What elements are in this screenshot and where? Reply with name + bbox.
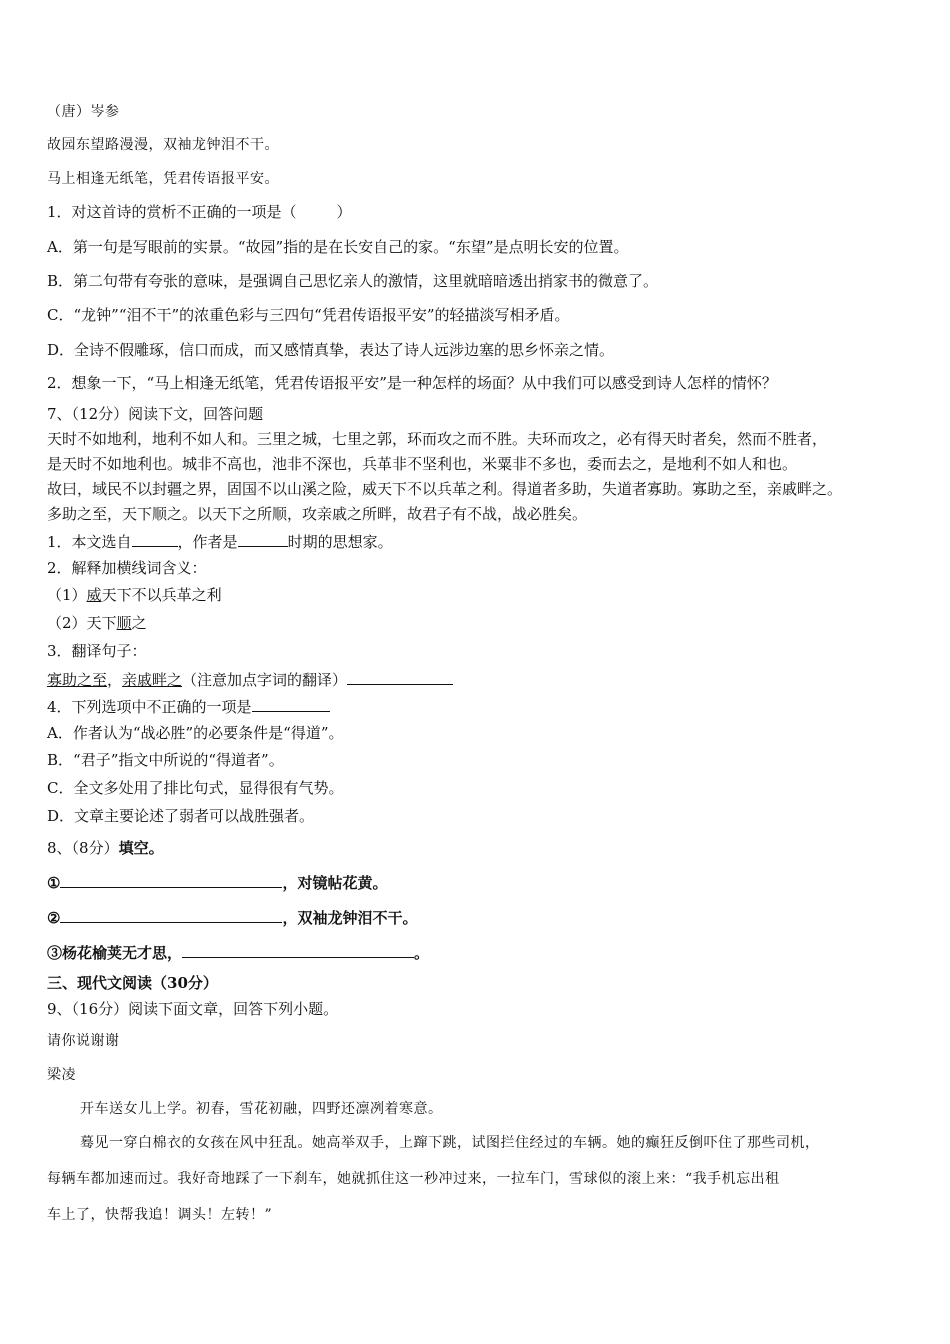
q7-sub3-phrase-1: 寡助之至 [47,671,108,689]
article-paragraph-2-line-3: 车上了，快帮我追！调头！左转！” [47,1207,273,1223]
q7-option-a: A．作者认为“战必胜”的必要条件是“得道”。 [47,724,344,742]
q7-sub1-text-c: 时期的思想家。 [287,533,393,551]
q7-sub3-comma: ， [107,671,123,689]
q7-sub4 [47,695,330,717]
poem-line-1: 故园东望路漫漫，双袖龙钟泪不干。 [47,137,279,153]
q7-passage-line-2: 是天时不如地利也。城非不高也，池非不深也，兵革非不坚利也，米粟非不多也，委而去之，是地利不如人和也。 [47,455,798,473]
q7-sub3: 3．翻译句子： [47,642,147,660]
q8-item-1-text: ，对镜帖花黄。 [282,874,388,892]
q6-option-b: B．第二句带有夸张的意味，是强调自己思忆亲人的激情，这里就暗暗透出捎家书的微意了。 [47,272,659,290]
q7-sub2: 2．解释加横线词含义： [47,559,207,577]
q7-sub3-sentence [47,668,453,690]
q7-sub1-blank-era[interactable] [238,530,288,547]
article-paragraph-2-line-2: 每辆车都加速而过。我好奇地踩了一下刹车，她就抓住这一秒冲过来，一拉车门，雪球似的滚上来：“我手机忘出租 [47,1171,780,1187]
q8-item-3-blank[interactable] [182,941,414,958]
article-paragraph-1: 开车送女儿上学。初春，雪花初融，四野还凛冽着寒意。 [80,1101,443,1117]
q7-sub3-note: （注意加点字词的翻译） [182,671,348,689]
q6-sub1-stem-bracket: ） [336,203,352,221]
q6-sub2: 2．想象一下，“马上相逢无纸笔，凭君传语报平安”是一种怎样的场面？从中我们可以感受到诗人怎样的情怀？ [47,374,777,392]
q7-passage-line-3: 故曰，域民不以封疆之界，固国不以山溪之险，威天下不以兵革之利。得道者多助，失道者寡助。寡助之至，亲戚畔之。 [47,480,843,498]
q8-item-1-blank[interactable] [60,871,282,888]
q7-option-d: D．文章主要论述了弱者可以战胜强者。 [47,807,315,825]
q7-sub2-item-2-word: 顺 [116,614,132,632]
q7-sub2-item-2-rest: 之 [131,614,147,632]
q8-header-title: 填空。 [118,839,164,857]
section-3-title: 三、现代文阅读（30分） [47,974,218,992]
q8-item-1-mark: ① [47,874,61,892]
q7-sub2-item-1 [47,585,222,605]
q7-sub2-item-1-word: 威 [86,586,102,604]
q8-item-2-mark: ② [47,909,61,927]
q9-header: 9、（16分）阅读下面文章，回答下列小题。 [47,1000,339,1018]
q8-header-score: 8、（8分） [47,839,119,857]
q7-sub2-item-2-num: （2）天下 [47,614,117,632]
q7-sub1 [47,530,393,552]
q8-item-3 [47,941,429,963]
q7-sub1-text-a: 1．本文选自 [47,533,132,551]
q6-option-c: C．“龙钟”“泪不干”的浓重色彩与三四句“凭君传语报平安”的轻描淡写相矛盾。 [47,306,570,324]
q6-sub1-stem [47,202,352,222]
article-paragraph-2-line-1: 蓦见一穿白棉衣的女孩在风中狂乱。她高举双手，上蹿下跳，试图拦住经过的车辆。她的癫狂反倒吓住了那些司机， [80,1135,820,1151]
q8-item-3-text: ③杨花榆荚无才思， [47,944,183,962]
q7-option-b: B．“君子”指文中所说的“得道者”。 [47,751,284,769]
q7-sub2-item-1-num: （1） [47,586,87,604]
q7-sub3-answer-blank[interactable] [347,668,453,685]
q6-option-a: A．第一句是写眼前的实景。“故园”指的是在长安自己的家。“东望”是点明长安的位置。 [47,238,629,256]
q6-option-d: D．全诗不假雕琢，信口而成，而又感情真挚，表达了诗人远涉边塞的思乡怀亲之情。 [47,341,615,359]
q7-sub1-text-b: ，作者是 [177,533,238,551]
q7-sub3-phrase-2: 亲戚畔之 [122,671,183,689]
article-author: 梁凌 [47,1067,76,1083]
q7-sub4-text: 4．下列选项中不正确的一项是 [47,698,252,716]
q7-header: 7、（12分）阅读下文，回答问题 [47,405,264,423]
article-title: 请你说谢谢 [47,1033,120,1049]
q7-sub2-item-1-rest: 天下不以兵革之利 [101,586,222,604]
q8-item-2 [47,906,417,928]
q8-header [47,838,164,858]
q7-sub4-answer-blank[interactable] [252,695,330,712]
q8-item-3-end: 。 [414,944,430,962]
poem-author: （唐）岑参 [47,104,120,120]
poem-line-2: 马上相逢无纸笔，凭君传语报平安。 [47,171,279,187]
q6-sub1-stem-text: 1．对这首诗的赏析不正确的一项是（ [47,203,297,221]
q8-item-1 [47,871,387,893]
q7-passage-line-1: 天时不如地利，地利不如人和。三里之城，七里之郭，环而攻之而不胜。夫环而攻之，必有得天时者矣，然而不胜者， [47,430,828,448]
q7-option-c: C．全文多处用了排比句式，显得很有气势。 [47,779,344,797]
q7-sub2-item-2 [47,613,147,633]
q8-item-2-text: ，双袖龙钟泪不干。 [282,909,418,927]
q7-passage-line-4: 多助之至，天下顺之。以天下之所顺，攻亲戚之所畔，故君子有不战，战必胜矣。 [47,505,588,523]
q7-sub1-blank-source[interactable] [132,530,178,547]
q8-item-2-blank[interactable] [60,906,282,923]
